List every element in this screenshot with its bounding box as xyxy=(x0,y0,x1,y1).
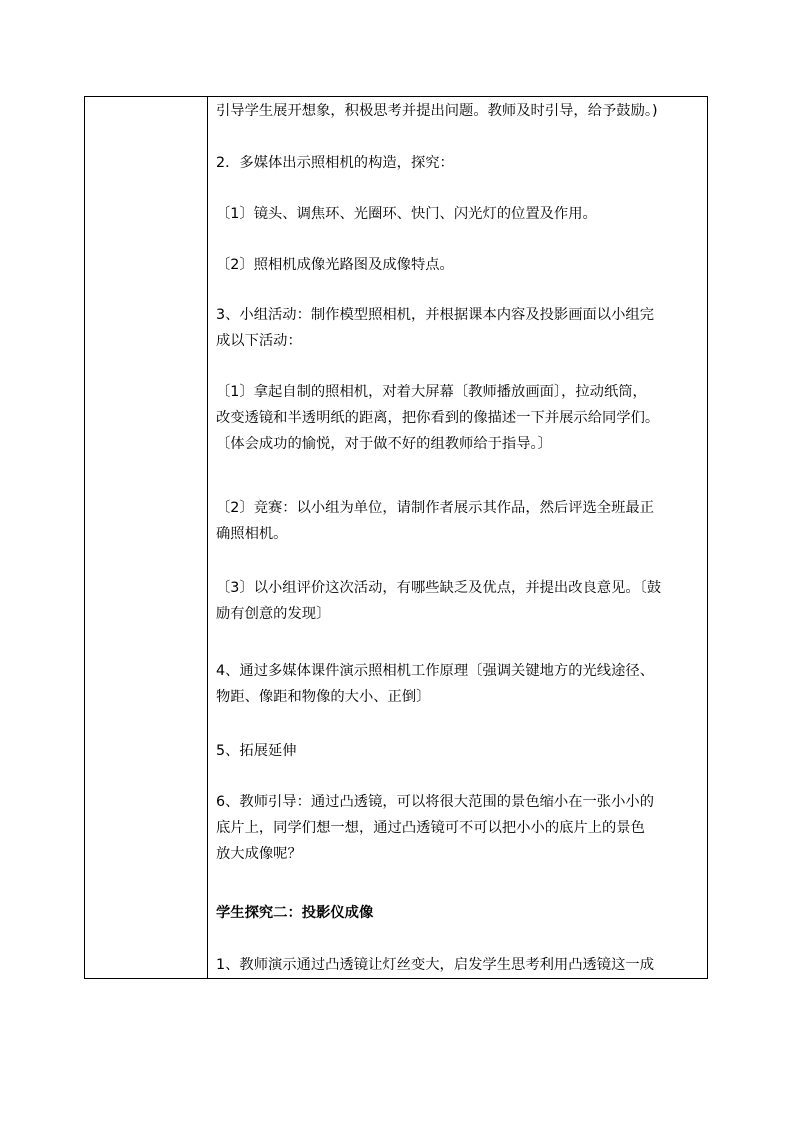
section-heading-projector: 学生探究二：投影仪成像 xyxy=(216,905,374,921)
left-cell xyxy=(85,97,207,978)
paragraph-activity-3: 〔3〕以小组评价这次活动，有哪些缺乏及优点，并提出改良意见。〔鼓 励有创意的发现〕 xyxy=(216,580,662,622)
paragraph-step-2: 2．多媒体出示照相机的构造，探究： xyxy=(216,155,454,171)
paragraph-step-5: 5、拓展延伸 xyxy=(216,743,297,759)
paragraph-activity-2: 〔2〕竞赛：以小组为单位，请制作者展示其作品，然后评选全班最正 确照相机。 xyxy=(216,500,654,542)
paragraph-projector-step-1: 1、教师演示通过凸透镜让灯丝变大，启发学生思考利用凸透镜这一成 xyxy=(216,957,654,973)
paragraph-step-4: 4、通过多媒体课件演示照相机工作原理〔强调关键地方的光线途径、 物距、像距和物像的大小、正倒〕 xyxy=(216,663,654,705)
paragraph-step-2-item-1: 〔1〕镜头、调焦环、光圈环、快门、闪光灯的位置及作用。 xyxy=(216,206,597,222)
lesson-table xyxy=(84,96,708,979)
paragraph-step-3: 3、小组活动：制作模型照相机，并根据课本内容及投影画面以小组完 成以下活动： xyxy=(216,307,654,349)
paragraph-step-2-item-2: 〔2〕照相机成像光路图及成像特点。 xyxy=(216,257,454,273)
column-divider xyxy=(207,97,208,978)
paragraph-activity-1: 〔1〕拿起自制的照相机，对着大屏幕〔教师播放画面〕，拉动纸筒， 改变透镜和半透明纸的距离，把你看到的像描述一下并展示给同学们。 〔体会成功的愉悦，对于做不好的组教师给于指导。〕 xyxy=(216,384,660,452)
paragraph-step-6: 6、教师引导：通过凸透镜，可以将很大范围的景色缩小在一张小小的 底片上，同学们想一想，通过凸透镜可不可以把小小的底片上的景色 放大成像呢？ xyxy=(216,794,654,862)
paragraph-intro-continuation: 引导学生展开想象，积极思考并提出问题。教师及时引导，给予鼓励。) xyxy=(216,103,658,119)
